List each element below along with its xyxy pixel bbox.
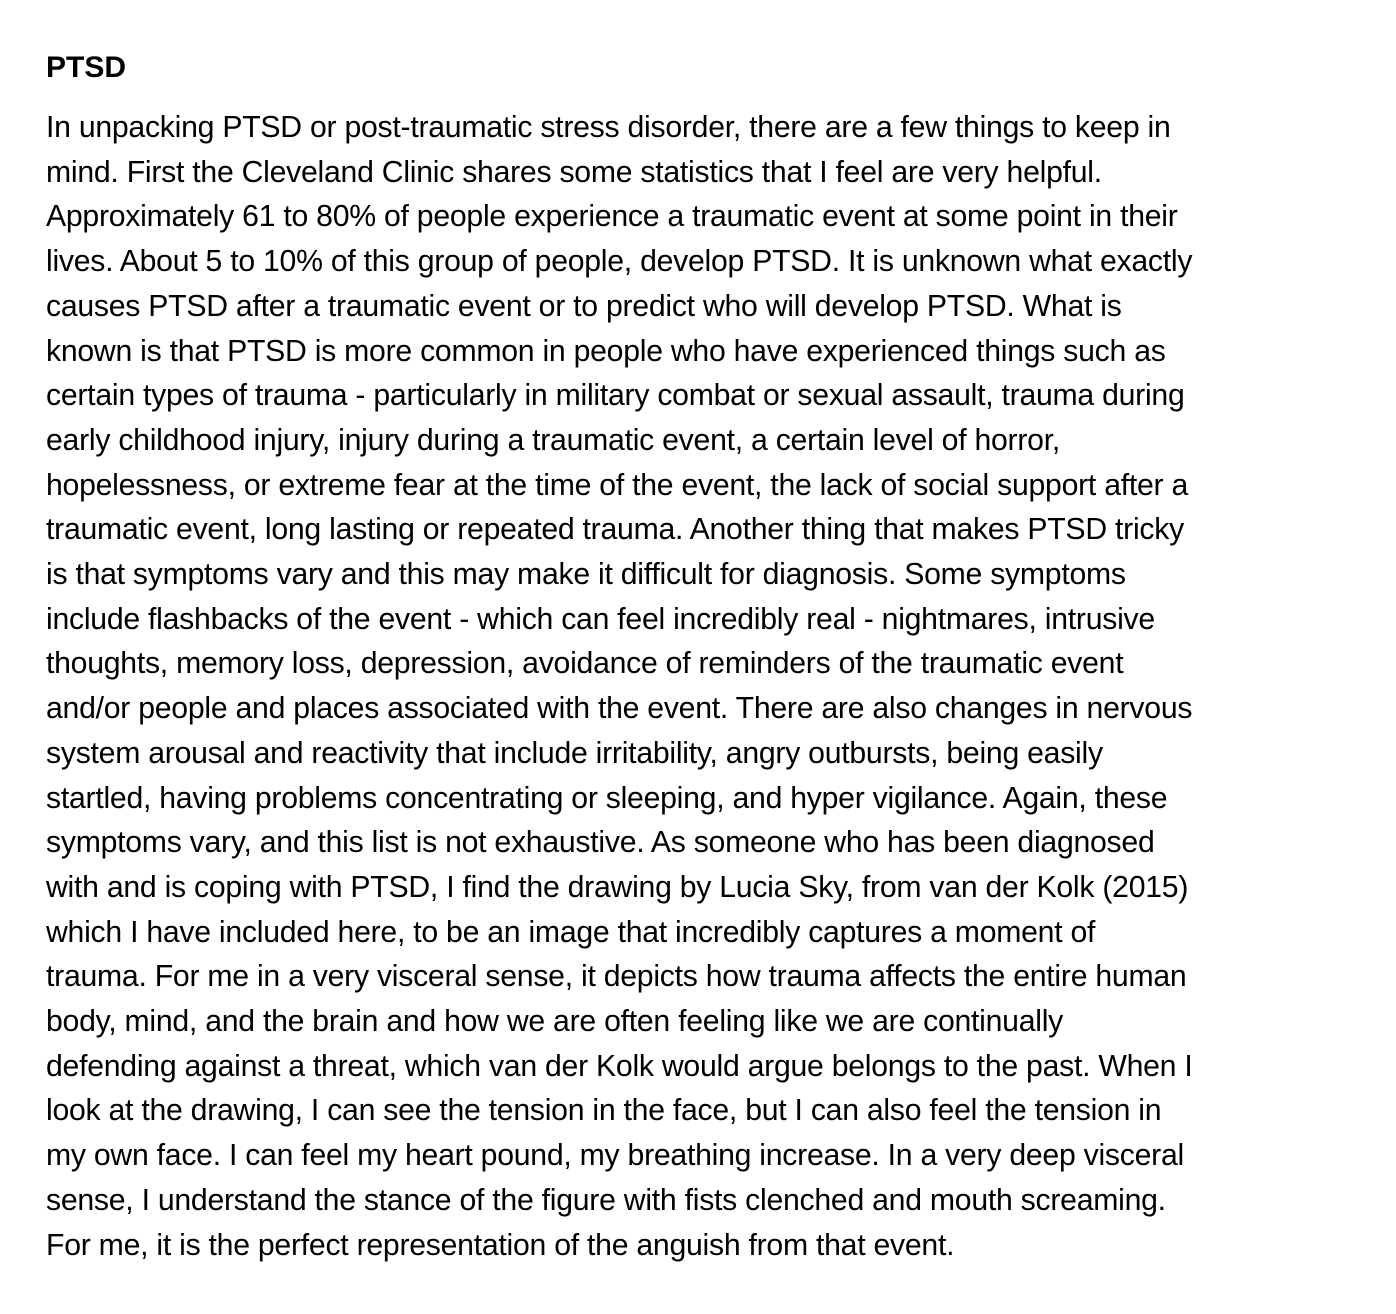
body-line: with and is coping with PTSD, I find the drawing by Lucia Sky, from van der Kolk (2015) bbox=[46, 870, 1189, 904]
body-line: For me, it is the perfect representation of the anguish from that event. bbox=[46, 1228, 955, 1262]
body-line: defending against a threat, which van der Kolk would argue belongs to the past. When I bbox=[46, 1049, 1193, 1083]
body-line: sense, I understand the stance of the figure with fists clenched and mouth screaming. bbox=[46, 1183, 1166, 1217]
body-line: my own face. I can feel my heart pound, my breathing increase. In a very deep visceral bbox=[46, 1139, 1184, 1173]
body-line: known is that PTSD is more common in people who have experienced things such as bbox=[46, 334, 1166, 368]
body-line: Approximately 61 to 80% of people experience a traumatic event at some point in their bbox=[46, 200, 1178, 234]
document-page bbox=[46, 44, 1356, 1268]
body-line: and/or people and places associated with the event. There are also changes in nervous bbox=[46, 692, 1193, 726]
body-line: hopelessness, or extreme fear at the time of the event, the lack of social support after a bbox=[46, 468, 1189, 502]
body-line: traumatic event, long lasting or repeated trauma. Another thing that makes PTSD tricky bbox=[46, 513, 1184, 547]
body-line: trauma. For me in a very visceral sense, it depicts how trauma affects the entire human bbox=[46, 960, 1187, 994]
body-line: causes PTSD after a traumatic event or to predict who will develop PTSD. What is bbox=[46, 289, 1122, 323]
body-line: body, mind, and the brain and how we are often feeling like we are continually bbox=[46, 1005, 1064, 1039]
body-line: which I have included here, to be an image that incredibly captures a moment of bbox=[46, 915, 1096, 949]
body-line: early childhood injury, injury during a traumatic event, a certain level of horror, bbox=[46, 423, 1060, 457]
body-line: symptoms vary, and this list is not exhaustive. As someone who has been diagnosed bbox=[46, 826, 1155, 860]
body-line: include flashbacks of the event - which can feel incredibly real - nightmares, intrusive bbox=[46, 602, 1155, 636]
body-line: lives. About 5 to 10% of this group of people, develop PTSD. It is unknown what exactly bbox=[46, 245, 1193, 279]
body-line: system arousal and reactivity that include irritability, angry outbursts, being easily bbox=[46, 736, 1103, 770]
body-line: is that symptoms vary and this may make it difficult for diagnosis. Some symptoms bbox=[46, 558, 1126, 592]
body-line: mind. First the Cleveland Clinic shares some statistics that I feel are very helpful. bbox=[46, 155, 1102, 189]
body-line: In unpacking PTSD or post-traumatic stress disorder, there are a few things to keep in bbox=[46, 111, 1171, 144]
document-body bbox=[46, 106, 1356, 1268]
body-line: certain types of trauma - particularly in military combat or sexual assault, trauma during bbox=[46, 379, 1185, 413]
document-title: PTSD bbox=[46, 51, 127, 84]
body-line: thoughts, memory loss, depression, avoidance of reminders of the traumatic event bbox=[46, 647, 1124, 681]
body-line: startled, having problems concentrating or sleeping, and hyper vigilance. Again, these bbox=[46, 781, 1168, 815]
body-line: look at the drawing, I can see the tension in the face, but I can also feel the tension in bbox=[46, 1094, 1162, 1128]
